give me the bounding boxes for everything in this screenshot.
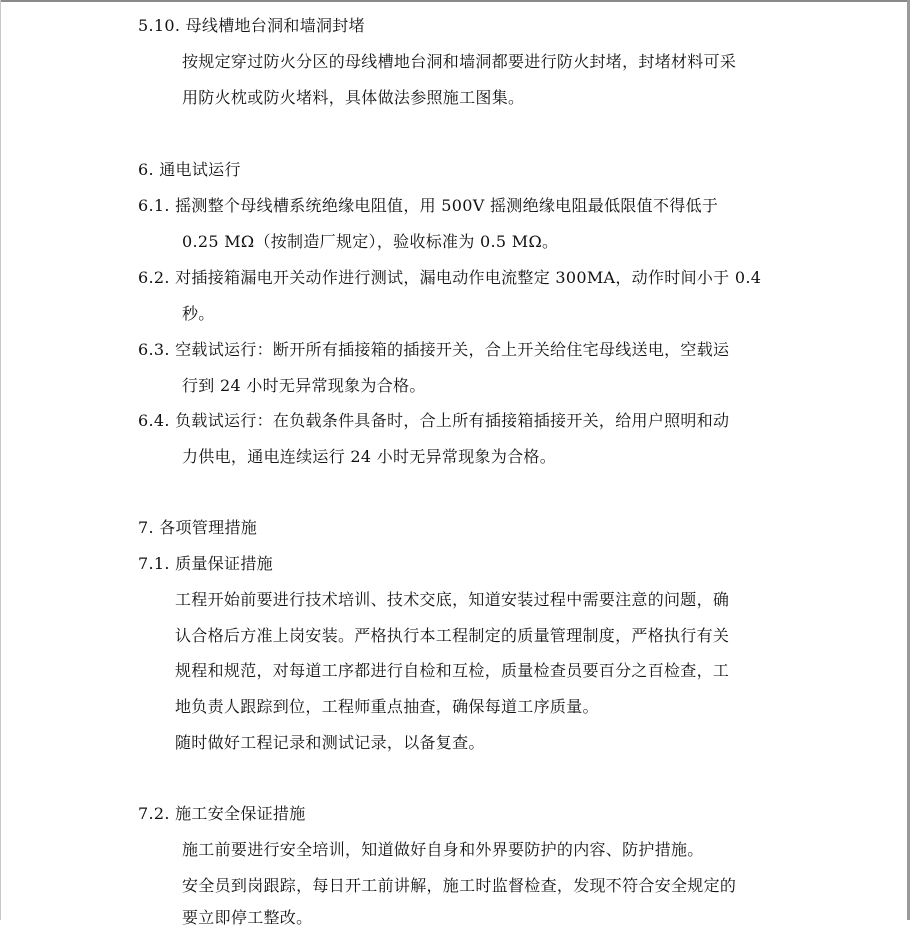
paragraph-line: 安全员到岗跟踪，每日开工前讲解，施工时监督检查，发现不符合安全规定的 <box>182 876 737 895</box>
list-item-6-4-cont: 力供电，通电连续运行 24 小时无异常现象为合格。 <box>182 447 557 466</box>
paragraph-line-cut-off: 要立即停工整改。 <box>182 908 313 927</box>
section-heading-5-10: 5.10. 母线槽地台洞和墙洞封堵 <box>138 16 365 35</box>
paragraph-line: 用防火枕或防火堵料，具体做法参照施工图集。 <box>182 88 525 107</box>
list-item-6-3: 6.3. 空载试运行：断开所有插接箱的插接开关，合上开关给住宅母线送电，空载运 <box>138 340 730 359</box>
paragraph-line: 随时做好工程记录和测试记录，以备复查。 <box>175 733 485 752</box>
subsection-heading-7-1: 7.1. 质量保证措施 <box>138 554 273 573</box>
list-item-6-2: 6.2. 对插接箱漏电开关动作进行测试，漏电动作电流整定 300MA，动作时间小于 0.4 <box>138 268 762 287</box>
list-item-6-3-cont: 行到 24 小时无异常现象为合格。 <box>182 376 426 395</box>
list-item-6-4: 6.4. 负载试运行：在负载条件具备时，合上所有插接箱插接开关，给用户照明和动 <box>138 411 730 430</box>
section-heading-6: 6. 通电试运行 <box>138 160 241 179</box>
paragraph-line: 施工前要进行安全培训，知道做好自身和外界要防护的内容、防护措施。 <box>182 840 704 859</box>
paragraph-line: 规程和规范，对每道工序都进行自检和互检，质量检查员要百分之百检查，工 <box>175 661 730 680</box>
paragraph-line: 工程开始前要进行技术培训、技术交底，知道安装过程中需要注意的问题，确 <box>175 590 730 609</box>
list-item-6-1-cont: 0.25 MΩ（按制造厂规定），验收标准为 0.5 MΩ。 <box>182 232 559 251</box>
paragraph-line: 地负责人跟踪到位，工程师重点抽查，确保每道工序质量。 <box>175 697 599 716</box>
paragraph-line: 按规定穿过防火分区的母线槽地台洞和墙洞都要进行防火封堵，封堵材料可采 <box>182 52 737 71</box>
section-heading-7: 7. 各项管理措施 <box>138 518 258 537</box>
subsection-heading-7-2: 7.2. 施工安全保证措施 <box>138 804 306 823</box>
paragraph-line: 认合格后方准上岗安装。严格执行本工程制定的质量管理制度，严格执行有关 <box>175 626 730 645</box>
list-item-6-2-cont: 秒。 <box>182 304 215 323</box>
list-item-6-1: 6.1. 摇测整个母线槽系统绝缘电阻值，用 500V 摇测绝缘电阻最低限值不得低于 <box>138 196 719 215</box>
